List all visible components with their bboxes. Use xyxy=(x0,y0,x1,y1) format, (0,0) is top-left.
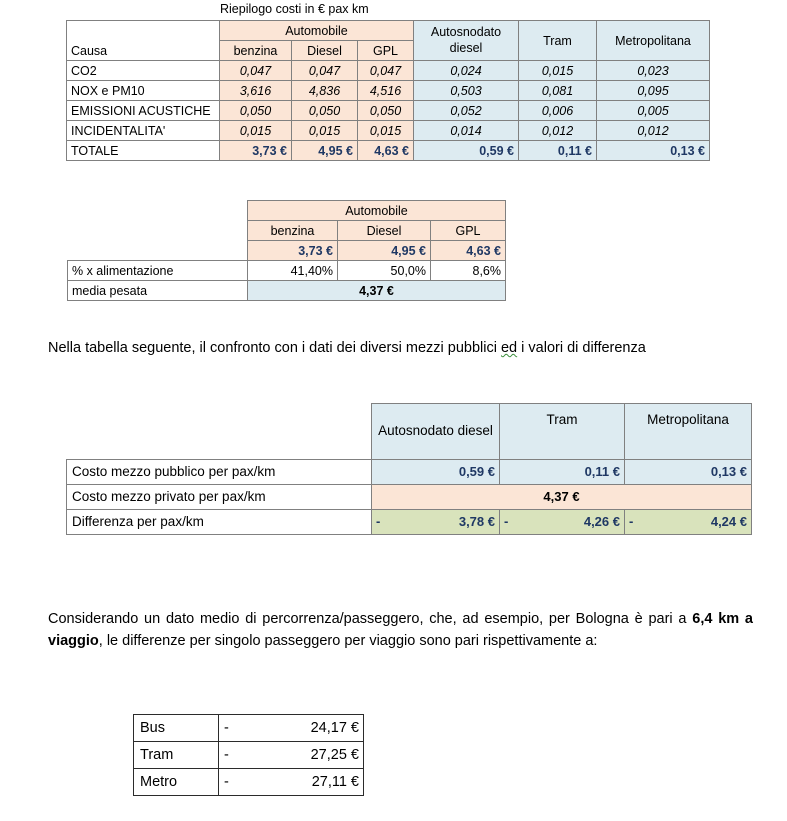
cell-value: 0,015 xyxy=(220,121,292,141)
total-value: 0,13 € xyxy=(597,141,710,161)
paragraph1-flagged-word: ed xyxy=(500,340,518,356)
cell-value: 0,047 xyxy=(220,61,292,81)
cell-value: 41,40% xyxy=(248,261,338,281)
cell-value-with-sign xyxy=(219,769,364,796)
public-vs-private-cost-table xyxy=(66,403,752,535)
minus-sign: - xyxy=(629,513,634,529)
row-label: Metro xyxy=(134,769,219,796)
spacer-cell xyxy=(67,404,372,460)
cell-value: 0,005 xyxy=(597,101,710,121)
header-tram: Tram xyxy=(500,404,625,460)
minus-sign: - xyxy=(504,513,509,529)
cell-value: 50,0% xyxy=(338,261,431,281)
total-value: 4,63 € xyxy=(431,241,506,261)
total-value: 4,95 € xyxy=(292,141,358,161)
header-group-automobile: Automobile xyxy=(248,201,506,221)
row-label: Bus xyxy=(134,715,219,742)
cell-value: 27,25 € xyxy=(310,746,359,763)
header-benzina: benzina xyxy=(220,41,292,61)
table4-container xyxy=(133,714,364,796)
table-row xyxy=(67,61,710,81)
cell-value: 0,050 xyxy=(292,101,358,121)
total-value: 3,73 € xyxy=(248,241,338,261)
cell-value: 27,11 € xyxy=(311,773,359,790)
minus-sign: - xyxy=(376,513,381,529)
minus-sign: - xyxy=(224,773,229,790)
cell-value-with-sign xyxy=(625,510,752,535)
cell-value: 0,13 € xyxy=(625,460,752,485)
paragraph-intro-table4 xyxy=(48,608,753,652)
paragraph2-bold-distance: 6,4 km a viaggio xyxy=(48,611,753,650)
header-gpl: GPL xyxy=(431,221,506,241)
row-label: % x alimentazione xyxy=(68,261,248,281)
paragraph1-before: Nella tabella seguente, il confronto con i dati dei diversi mezzi pubblici xyxy=(48,340,501,356)
table-row xyxy=(67,101,710,121)
cell-value: 0,047 xyxy=(358,61,414,81)
table-row-totals xyxy=(68,241,506,261)
row-label: media pesata xyxy=(68,281,248,301)
cell-value: 24,17 € xyxy=(310,719,359,736)
cell-value: 4,24 € xyxy=(710,513,747,529)
table3-container xyxy=(66,403,752,535)
cell-value: 4,836 xyxy=(292,81,358,101)
table-total-row xyxy=(67,141,710,161)
paragraph-intro-table3 xyxy=(48,337,753,359)
cell-value: 0,59 € xyxy=(372,460,500,485)
total-label: TOTALE xyxy=(67,141,220,161)
cell-value: 0,052 xyxy=(414,101,519,121)
header-group-metropolitana: Metropolitana xyxy=(597,21,710,61)
total-value: 0,11 € xyxy=(519,141,597,161)
header-metropolitana: Metropolitana xyxy=(625,404,752,460)
cell-value: 0,015 xyxy=(519,61,597,81)
cell-value: 0,012 xyxy=(597,121,710,141)
table-row-difference xyxy=(67,510,752,535)
table-header-row-group xyxy=(67,21,710,41)
spacer-cell xyxy=(68,201,248,221)
header-gpl: GPL xyxy=(358,41,414,61)
table-header-row-group xyxy=(68,201,506,221)
row-label: CO2 xyxy=(67,61,220,81)
spacer-cell xyxy=(68,241,248,261)
table-row xyxy=(68,261,506,281)
row-label: Tram xyxy=(134,742,219,769)
per-trip-difference-table xyxy=(133,714,364,796)
paragraph2-before: Considerando un dato medio di percorrenza/passeggero, che, ad esempio, per Bologna è pari a xyxy=(48,611,693,627)
table-header-row xyxy=(67,404,752,460)
table-row-public xyxy=(67,460,752,485)
minus-sign: - xyxy=(224,719,229,736)
cell-value: 0,11 € xyxy=(500,460,625,485)
private-cost-value: 4,37 € xyxy=(372,485,752,510)
paragraph1-after: i valori di differenza xyxy=(517,340,646,356)
total-value: 4,95 € xyxy=(338,241,431,261)
cell-value-with-sign xyxy=(372,510,500,535)
table2-container xyxy=(67,200,506,301)
table-header-row-sub xyxy=(68,221,506,241)
header-group-autosnodato: Autosnodato diesel xyxy=(414,21,519,61)
header-diesel: Diesel xyxy=(338,221,431,241)
total-value: 4,63 € xyxy=(358,141,414,161)
row-label: INCIDENTALITA' xyxy=(67,121,220,141)
fuel-mix-table xyxy=(67,200,506,301)
cost-summary-table xyxy=(66,20,710,161)
cell-value: 4,516 xyxy=(358,81,414,101)
table-row-private xyxy=(67,485,752,510)
spacer-cell xyxy=(68,221,248,241)
row-label: Costo mezzo pubblico per pax/km xyxy=(67,460,372,485)
cell-value: 0,503 xyxy=(414,81,519,101)
header-group-automobile: Automobile xyxy=(220,21,414,41)
header-autosnodato: Autosnodato diesel xyxy=(372,404,500,460)
cell-value: 0,081 xyxy=(519,81,597,101)
minus-sign: - xyxy=(224,746,229,763)
cell-value: 0,014 xyxy=(414,121,519,141)
table-row-weighted xyxy=(68,281,506,301)
row-label: EMISSIONI ACUSTICHE xyxy=(67,101,220,121)
table-row xyxy=(134,769,364,796)
table1-caption: Riepilogo costi in € pax km xyxy=(220,2,369,16)
header-causa: Causa xyxy=(67,21,220,61)
cell-value: 0,050 xyxy=(358,101,414,121)
cell-value-with-sign xyxy=(219,742,364,769)
total-value: 0,59 € xyxy=(414,141,519,161)
cell-value: 0,095 xyxy=(597,81,710,101)
paragraph2-after: , le differenze per singolo passeggero per viaggio sono pari rispettivamente a: xyxy=(98,633,598,650)
weighted-average-value: 4,37 € xyxy=(248,281,506,301)
total-value: 3,73 € xyxy=(220,141,292,161)
cell-value-with-sign xyxy=(500,510,625,535)
table-row xyxy=(134,715,364,742)
table-row xyxy=(67,81,710,101)
cell-value: 0,024 xyxy=(414,61,519,81)
header-diesel: Diesel xyxy=(292,41,358,61)
row-label: NOX e PM10 xyxy=(67,81,220,101)
cell-value: 0,015 xyxy=(358,121,414,141)
cell-value: 0,006 xyxy=(519,101,597,121)
cell-value-with-sign xyxy=(219,715,364,742)
cell-value: 3,78 € xyxy=(458,513,495,529)
table1-container xyxy=(66,20,710,161)
cell-value: 0,050 xyxy=(220,101,292,121)
cell-value: 0,023 xyxy=(597,61,710,81)
table-row xyxy=(134,742,364,769)
header-benzina: benzina xyxy=(248,221,338,241)
cell-value: 0,047 xyxy=(292,61,358,81)
cell-value: 4,26 € xyxy=(583,513,620,529)
row-label: Differenza per pax/km xyxy=(67,510,372,535)
cell-value: 3,616 xyxy=(220,81,292,101)
table-row xyxy=(67,121,710,141)
header-group-tram: Tram xyxy=(519,21,597,61)
cell-value: 0,015 xyxy=(292,121,358,141)
row-label: Costo mezzo privato per pax/km xyxy=(67,485,372,510)
cell-value: 0,012 xyxy=(519,121,597,141)
cell-value: 8,6% xyxy=(431,261,506,281)
